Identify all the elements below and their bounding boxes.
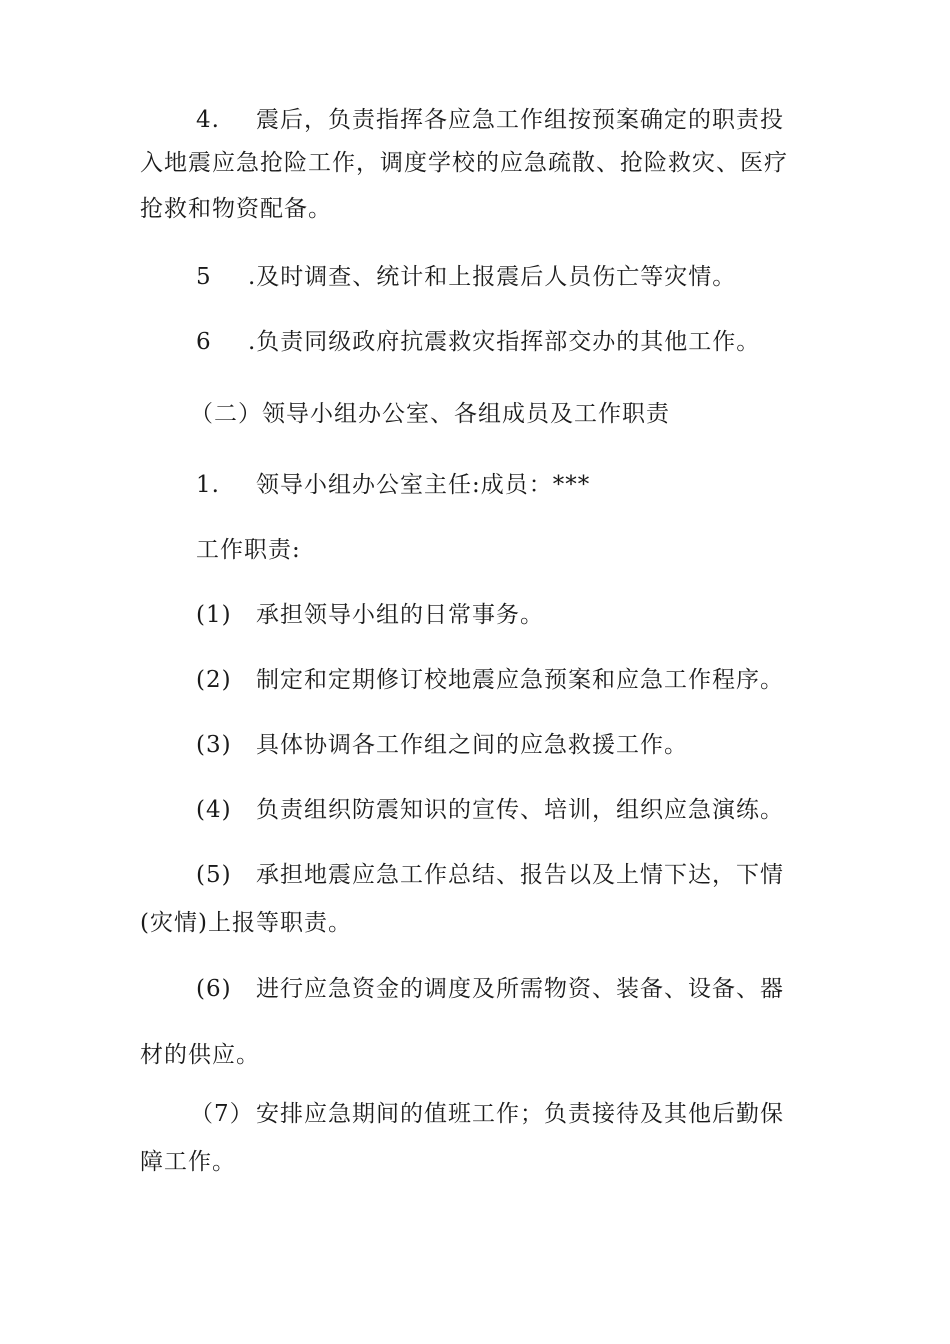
duty-6-text-1: 进行应急资金的调度及所需物资、装备、设备、器 (256, 976, 784, 1002)
duty-4 (196, 794, 784, 826)
duty-5-text-1: 承担地震应急工作总结、报告以及上情下达，下情 (256, 862, 784, 888)
paragraph-4-line-2: 入地震应急抢险工作，调度学校的应急疏散、抢险救灾、医疗 (140, 150, 788, 176)
paragraph-4-line-1 (196, 104, 784, 136)
duty-5-line-1 (196, 859, 784, 891)
duty-7-text-1: 安排应急期间的值班工作；负责接待及其他后勤保 (256, 1101, 784, 1127)
duty-6-line-1 (196, 973, 784, 1005)
section-heading: （二）领导小组办公室、各组成员及工作职责 (190, 401, 670, 427)
duty-6-line-2: 材的供应。 (140, 1042, 260, 1068)
paragraph-5 (196, 261, 736, 293)
duty-5-line-2: (灾情)上报等职责。 (140, 910, 352, 936)
duty-6-number: (6) (196, 976, 232, 1002)
duty-1 (196, 599, 544, 631)
duty-3 (196, 729, 688, 761)
duty-7-number: （7） (190, 1101, 254, 1127)
paragraph-4-number: 4. (196, 107, 220, 133)
item-1-number: 1. (196, 472, 220, 498)
duty-1-number: (1) (196, 602, 232, 628)
duty-3-text: 具体协调各工作组之间的应急救援工作。 (256, 732, 688, 758)
paragraph-6-text: .负责同级政府抗震救灾指挥部交办的其他工作。 (248, 329, 761, 355)
paragraph-6-number: 6 (196, 329, 212, 355)
duty-4-number: (4) (196, 797, 232, 823)
item-1-text: 领导小组办公室主任:成员：*** (256, 472, 591, 498)
duty-2-number: (2) (196, 667, 232, 693)
duty-5-number: (5) (196, 862, 232, 888)
duty-2-text: 制定和定期修订校地震应急预案和应急工作程序。 (256, 667, 784, 693)
duties-label: 工作职责: (196, 537, 301, 563)
paragraph-5-text: .及时调查、统计和上报震后人员伤亡等灾情。 (248, 264, 737, 290)
paragraph-4-text-1: 震后，负责指挥各应急工作组按预案确定的职责投 (256, 107, 784, 133)
duty-7-line-2: 障工作。 (140, 1149, 236, 1175)
paragraph-6 (196, 326, 760, 358)
paragraph-4-line-3: 抢救和物资配备。 (140, 196, 332, 222)
paragraph-5-number: 5 (196, 264, 212, 290)
duty-3-number: (3) (196, 732, 232, 758)
duty-4-text: 负责组织防震知识的宣传、培训，组织应急演练。 (256, 797, 784, 823)
duty-1-text: 承担领导小组的日常事务。 (256, 602, 544, 628)
item-1 (196, 469, 590, 501)
duty-7-line-1 (190, 1098, 784, 1130)
duty-2 (196, 664, 784, 696)
